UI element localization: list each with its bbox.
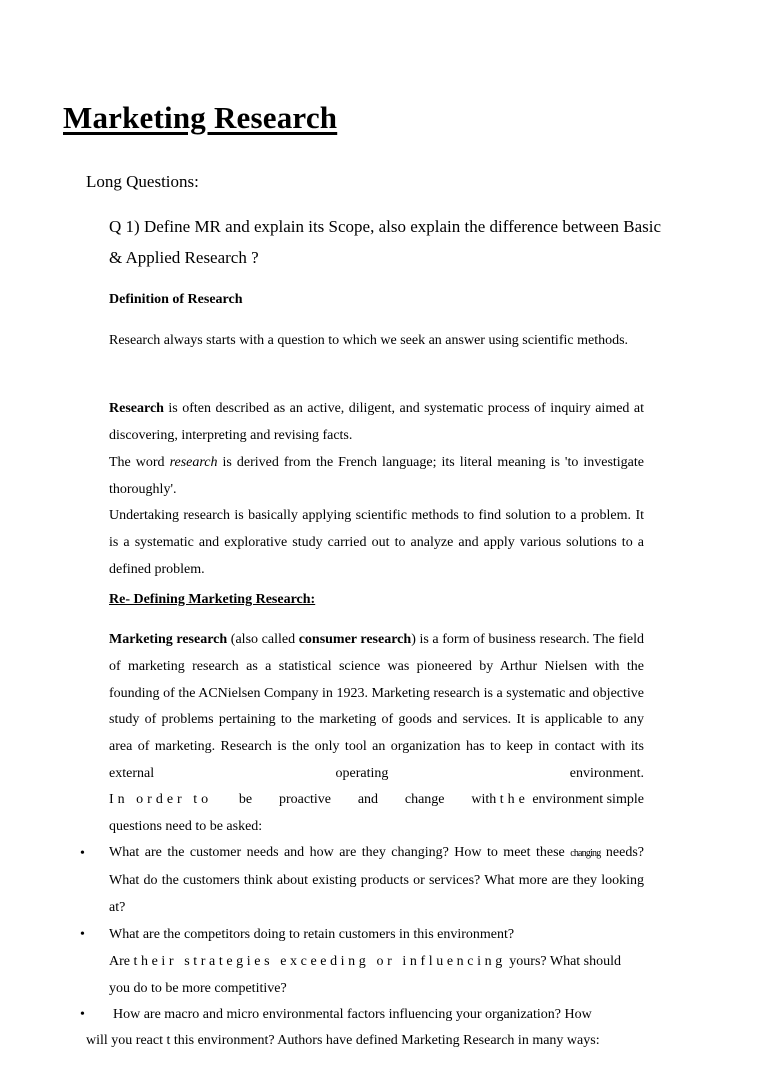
order-word-1: In order to	[109, 792, 213, 807]
order-word-4: and	[357, 792, 379, 807]
bullet-2-line-1: What are the competitors doing to retain customers in this environment?	[109, 927, 515, 942]
mr-text-mid: (also called	[227, 632, 299, 647]
bullet-1-text-a: What are the customer needs and how are they changing? How to meet these	[109, 845, 571, 860]
order-continuation: questions need to be asked:	[109, 819, 263, 834]
definition-heading: Definition of Research	[109, 292, 243, 307]
bullet-3-marker: •	[80, 1007, 85, 1022]
question-text: Q 1) Define MR and explain its Scope, also explain the difference between Basic & Applied Research ?	[109, 217, 662, 267]
order-tail-spaced: the	[499, 792, 529, 807]
mr-text-rest: ) is a form of business research. The field of marketing research as a statistical science was pioneered by Arthur Nielsen with the founding of the ACNielsen Company in 1923. Marketing research is a systematic and objective study of problems pertaining to the marketing of goods and services. It is applicable to any area of marketing. Research is the only tool an organization has to keep in contact with its external operating environment.	[109, 632, 644, 781]
bullet-2-line-2	[109, 954, 644, 970]
bullet-3-line-1: How are macro and micro environmental factors influencing your organization? How	[113, 1007, 592, 1022]
bullet-1-text	[109, 840, 644, 921]
paragraph-research-question: Research always starts with a question to which we seek an answer using scientific methods.	[109, 333, 629, 348]
order-word-3: proactive	[278, 792, 332, 807]
paragraph-undertaking-research: Undertaking research is basically applying scientific methods to find solution to a problem. It is a systematic and explorative study carried out to analyze and apply various solutions to a defined problem.	[109, 508, 644, 577]
redefining-heading: Re- Defining Marketing Research:	[109, 592, 316, 607]
marketing-research-term: Marketing research	[109, 632, 228, 647]
bullet-2-line-3: you do to be more competitive?	[109, 981, 287, 996]
bullet-1-small-word: changing	[570, 848, 601, 859]
bullet-3-line-2: will you react t this environment? Authors have defined Marketing Research in many ways:	[86, 1033, 600, 1048]
bullet-1-marker: •	[80, 846, 85, 861]
word-origin-text-a: The word	[109, 455, 170, 470]
order-tail-b: environment simple	[528, 792, 644, 807]
paragraph-marketing-research	[109, 627, 644, 788]
order-line	[109, 792, 644, 808]
section-subtitle: Long Questions:	[86, 172, 199, 191]
word-origin-text-b: is derived from the French language; its literal meaning is 'to investigate thoroughly'.	[109, 455, 644, 497]
research-italic: research	[169, 455, 218, 470]
bullet-2-line-2-b: yours? What should	[505, 954, 622, 969]
research-term: Research	[109, 401, 164, 416]
order-word-5: change	[404, 792, 445, 807]
paragraph-word-origin	[109, 450, 644, 504]
order-word-2: be	[238, 792, 253, 807]
consumer-research-term: consumer research	[298, 632, 412, 647]
order-tail-a: with	[471, 792, 500, 807]
bullet-2-marker: •	[80, 927, 85, 942]
bullet-2-line-2-a: Are	[109, 954, 134, 969]
order-tail	[471, 792, 644, 808]
paragraph-research-definition	[109, 396, 644, 450]
research-definition-text: is often described as an active, diligent, and systematic process of inquiry aimed at discovering, interpreting and revising facts.	[109, 401, 644, 443]
bullet-1-text-rest: needs? What do the customers think about existing products or services? What more are they looking at?	[109, 845, 644, 915]
bullet-2-spaced-words: their strategies exceeding or influencing	[133, 954, 506, 969]
page-title: Marketing Research	[63, 100, 338, 135]
